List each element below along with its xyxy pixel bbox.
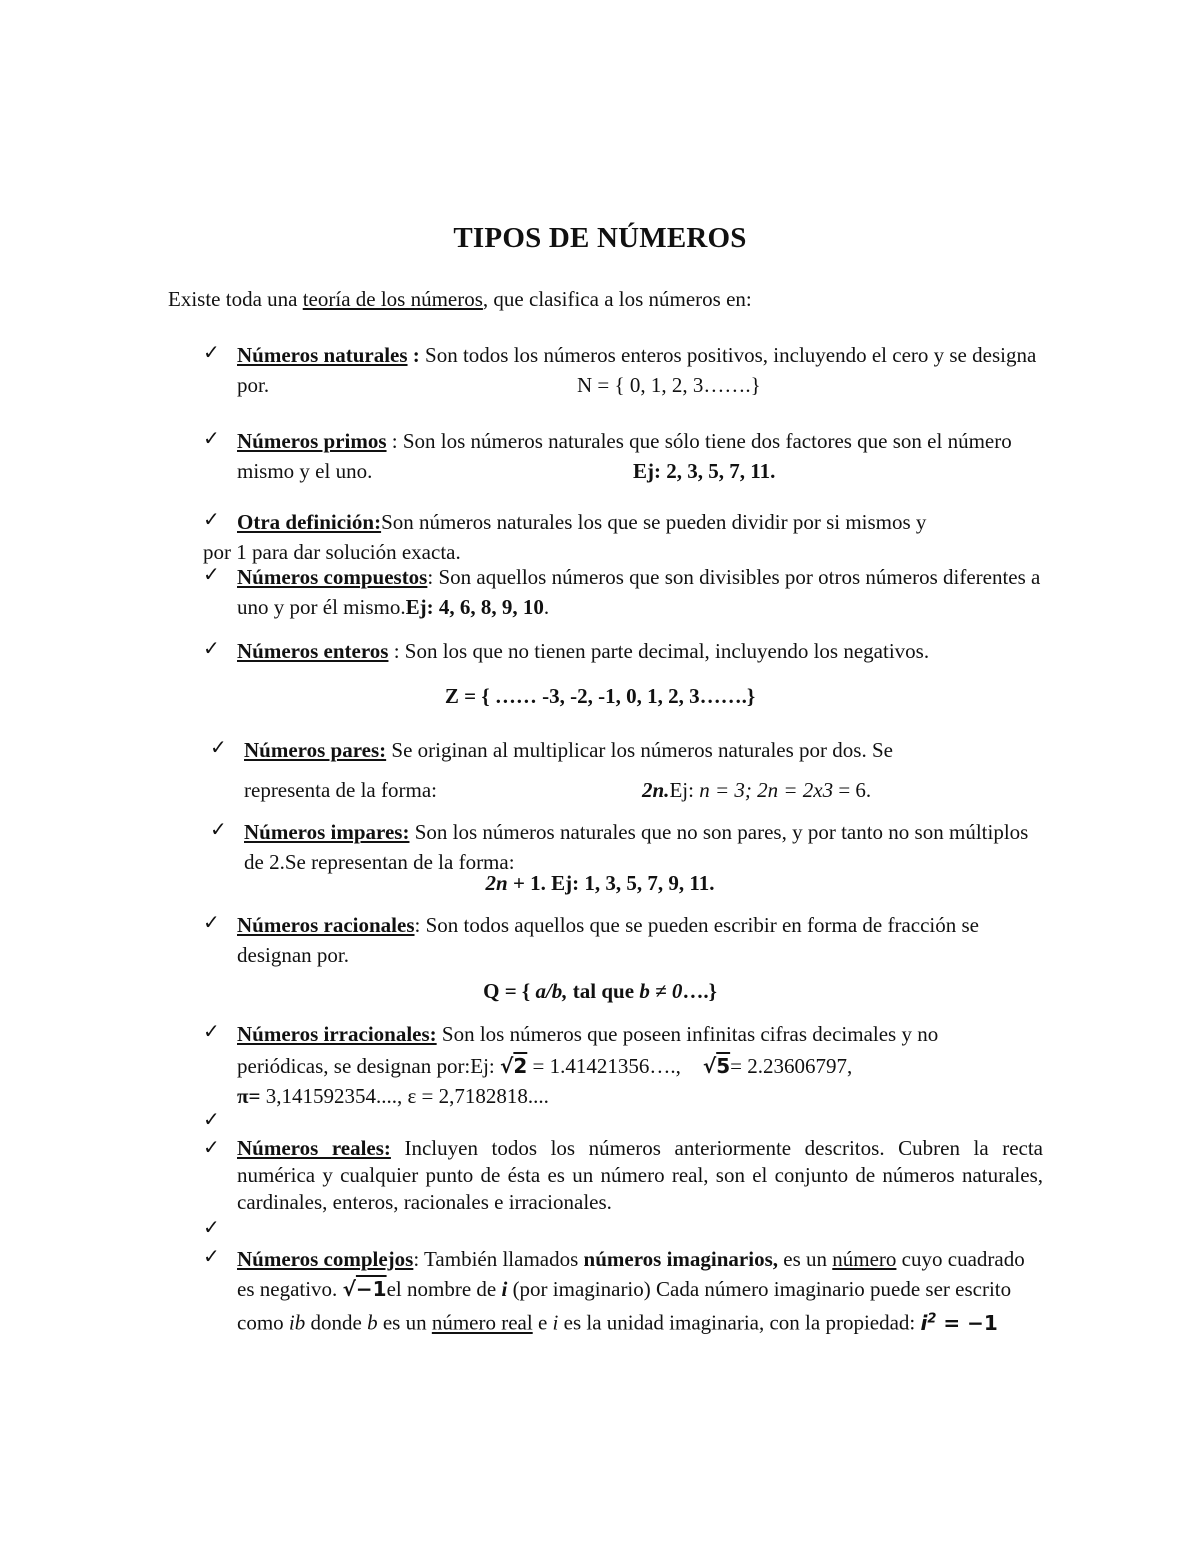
formula-part: Ej: xyxy=(669,778,700,802)
link-numero[interactable]: número xyxy=(832,1247,897,1271)
list-item-complejos xyxy=(203,1244,1043,1338)
item-text: : Son los que no tienen parte decimal, incluyendo los negativos. xyxy=(388,639,930,663)
sqrt-2-value: = 1.41421356…., xyxy=(527,1054,681,1078)
sqrt-radicand: 2 xyxy=(513,1054,528,1078)
check-icon: ✓ xyxy=(203,342,220,364)
item-text-continued: representa de la forma: xyxy=(244,778,437,802)
formula-pares xyxy=(642,775,871,805)
formula-part: n = 3; 2n = 2x3 xyxy=(699,778,834,802)
check-icon: ✓ xyxy=(203,1109,220,1131)
item-label: Números irracionales: xyxy=(237,1022,437,1046)
item-text: Son los números naturales que no son pares, y por tanto no son múltiplos de 2.Se representan de la forma: xyxy=(244,820,1029,874)
list-item-irracionales xyxy=(203,1019,1043,1108)
formula-enteros: Z = { …… -3, -2, -1, 0, 1, 2, 3…….} xyxy=(444,684,756,708)
formula-part: 2n xyxy=(485,871,508,895)
check-icon: ✓ xyxy=(203,1246,220,1268)
item-text: cuyo cuadrado es negativo. xyxy=(237,1247,1025,1301)
formula-racionales xyxy=(0,979,1200,1004)
property-formula xyxy=(921,1311,998,1335)
list-item-impares xyxy=(210,817,1035,877)
check-icon: ✓ xyxy=(210,737,227,759)
item-text: es un xyxy=(778,1247,833,1271)
item-var: i xyxy=(501,1277,508,1301)
formula-part: tal que xyxy=(567,979,640,1003)
item-text: es un xyxy=(377,1310,432,1335)
intro-link-theory[interactable]: teoría de los números xyxy=(302,287,483,311)
list-item-enteros xyxy=(203,636,1043,666)
item-label: Números racionales xyxy=(237,913,415,937)
item-text-continued: por 1 para dar solución exacta. xyxy=(203,540,461,564)
intro-paragraph xyxy=(168,287,752,312)
sqrt-radicand: −1 xyxy=(355,1277,387,1301)
item-text-continued: periódicas, se designan por:Ej: xyxy=(237,1054,501,1078)
formula-part: 2n. xyxy=(642,778,670,802)
item-text: Se originan al multiplicar los números naturales por dos. Se xyxy=(386,738,893,762)
item-text: es la unidad imaginaria, con la propiedad: xyxy=(558,1310,921,1335)
item-label: Números naturales xyxy=(237,343,408,367)
check-icon: ✓ xyxy=(203,428,220,450)
irracionales-constants xyxy=(237,1081,549,1111)
formula-part: + 1 xyxy=(507,871,541,895)
item-text: : Son aquellos números que son divisibles por otros números diferentes a uno y por él mismo. xyxy=(237,565,1041,619)
page-title: TIPOS DE NÚMEROS xyxy=(453,222,747,254)
example-compuestos: Ej: 4, 6, 8, 9, 10 xyxy=(405,595,544,619)
item-text: Son números naturales los que se pueden dividir por si mismos y xyxy=(381,510,927,534)
list-item-pares xyxy=(210,735,1035,802)
item-text: : Son todos aquellos que se pueden escribir en forma de fracción se designan por. xyxy=(237,913,980,967)
item-text: Incluyen todos los números anteriormente descritos. Cubren la recta numérica y cualquier punto de ésta es un número real, son el conjunto de números naturales, cardinales, enteros, racionales e irracionales. xyxy=(237,1136,1044,1214)
irracionales-examples xyxy=(237,1051,852,1081)
item-text: donde xyxy=(305,1310,368,1335)
formula-part: = 6. xyxy=(833,778,872,802)
item-label: Números compuestos xyxy=(237,565,428,589)
check-icon: ✓ xyxy=(203,638,220,660)
item-text-bold: números imaginarios, xyxy=(583,1247,779,1271)
item-text: : También llamados xyxy=(413,1247,584,1271)
check-icon: ✓ xyxy=(203,1137,220,1159)
list-item-naturales xyxy=(203,340,1043,400)
list-item-reales xyxy=(203,1135,1043,1216)
item-text: e xyxy=(532,1310,553,1335)
item-label: Otra definición: xyxy=(237,510,382,534)
item-text: el nombre de xyxy=(386,1277,502,1301)
item-label: Números pares: xyxy=(244,738,387,762)
item-var: ib xyxy=(288,1310,306,1335)
item-text: : Son los números naturales que sólo tiene dos factores que son el número mismo y el uno. xyxy=(237,429,1012,483)
e-value: ε = 2,7182818.... xyxy=(407,1084,549,1108)
sqrt-2 xyxy=(500,1054,527,1078)
formula-impares xyxy=(0,871,1200,896)
check-icon: ✓ xyxy=(210,819,227,841)
sqrt-5 xyxy=(703,1054,730,1078)
item-label: Números complejos xyxy=(237,1247,414,1271)
formula-exponent: 2 xyxy=(927,1311,937,1326)
pi-value: 3,141592354...., xyxy=(260,1084,408,1108)
formula-part: . Ej: 1, 3, 5, 7, 9, 11. xyxy=(540,871,715,895)
formula-part: = −1 xyxy=(936,1310,998,1335)
item-end: . xyxy=(543,595,550,619)
pi-symbol: π= xyxy=(237,1084,261,1108)
item-var: i xyxy=(552,1310,559,1335)
list-item-compuestos xyxy=(203,562,1043,622)
intro-text-before: Existe toda una xyxy=(168,287,303,311)
item-text: Son todos los números enteros positivos, incluyendo el cero y se designa por. xyxy=(237,343,1037,397)
item-label: Números reales: xyxy=(237,1136,391,1160)
item-separator: : xyxy=(407,343,426,367)
item-label: Números enteros xyxy=(237,639,389,663)
list-item-otra-definicion xyxy=(203,507,1043,564)
item-var: b xyxy=(367,1310,378,1335)
formula-part: ….} xyxy=(682,979,717,1003)
formula-part: Q = { xyxy=(483,979,536,1003)
list-item-primos xyxy=(203,426,1043,486)
item-text: Son los números que poseen infinitas cifras decimales y no xyxy=(436,1022,939,1046)
sqrt-5-value: = 2.23606797, xyxy=(730,1054,853,1078)
item-label: Números primos xyxy=(237,429,387,453)
link-numero-real[interactable]: número real xyxy=(431,1310,533,1335)
check-icon: ✓ xyxy=(203,1217,220,1239)
sqrt-minus-1 xyxy=(343,1277,387,1301)
sqrt-symbol: √ xyxy=(702,1054,717,1078)
formula-part: b ≠ 0 xyxy=(639,979,683,1003)
list-item-racionales xyxy=(203,910,1043,970)
sqrt-symbol: √ xyxy=(342,1277,356,1301)
example-primos: Ej: 2, 3, 5, 7, 11. xyxy=(633,459,776,483)
formula-naturales: N = { 0, 1, 2, 3…….} xyxy=(577,373,761,397)
check-icon: ✓ xyxy=(203,509,220,531)
sqrt-radicand: 5 xyxy=(716,1054,731,1078)
check-icon: ✓ xyxy=(203,912,220,934)
formula-part: i xyxy=(920,1310,928,1335)
intro-text-after: , que clasifica a los números en: xyxy=(482,287,752,311)
item-text: (por imaginario) Cada número imaginario puede ser escrito como xyxy=(237,1277,1012,1335)
check-icon: ✓ xyxy=(203,564,220,586)
sqrt-symbol: √ xyxy=(500,1054,514,1078)
check-icon: ✓ xyxy=(203,1021,220,1043)
item-label: Números impares: xyxy=(244,820,410,844)
formula-part: a/b, xyxy=(535,979,568,1003)
